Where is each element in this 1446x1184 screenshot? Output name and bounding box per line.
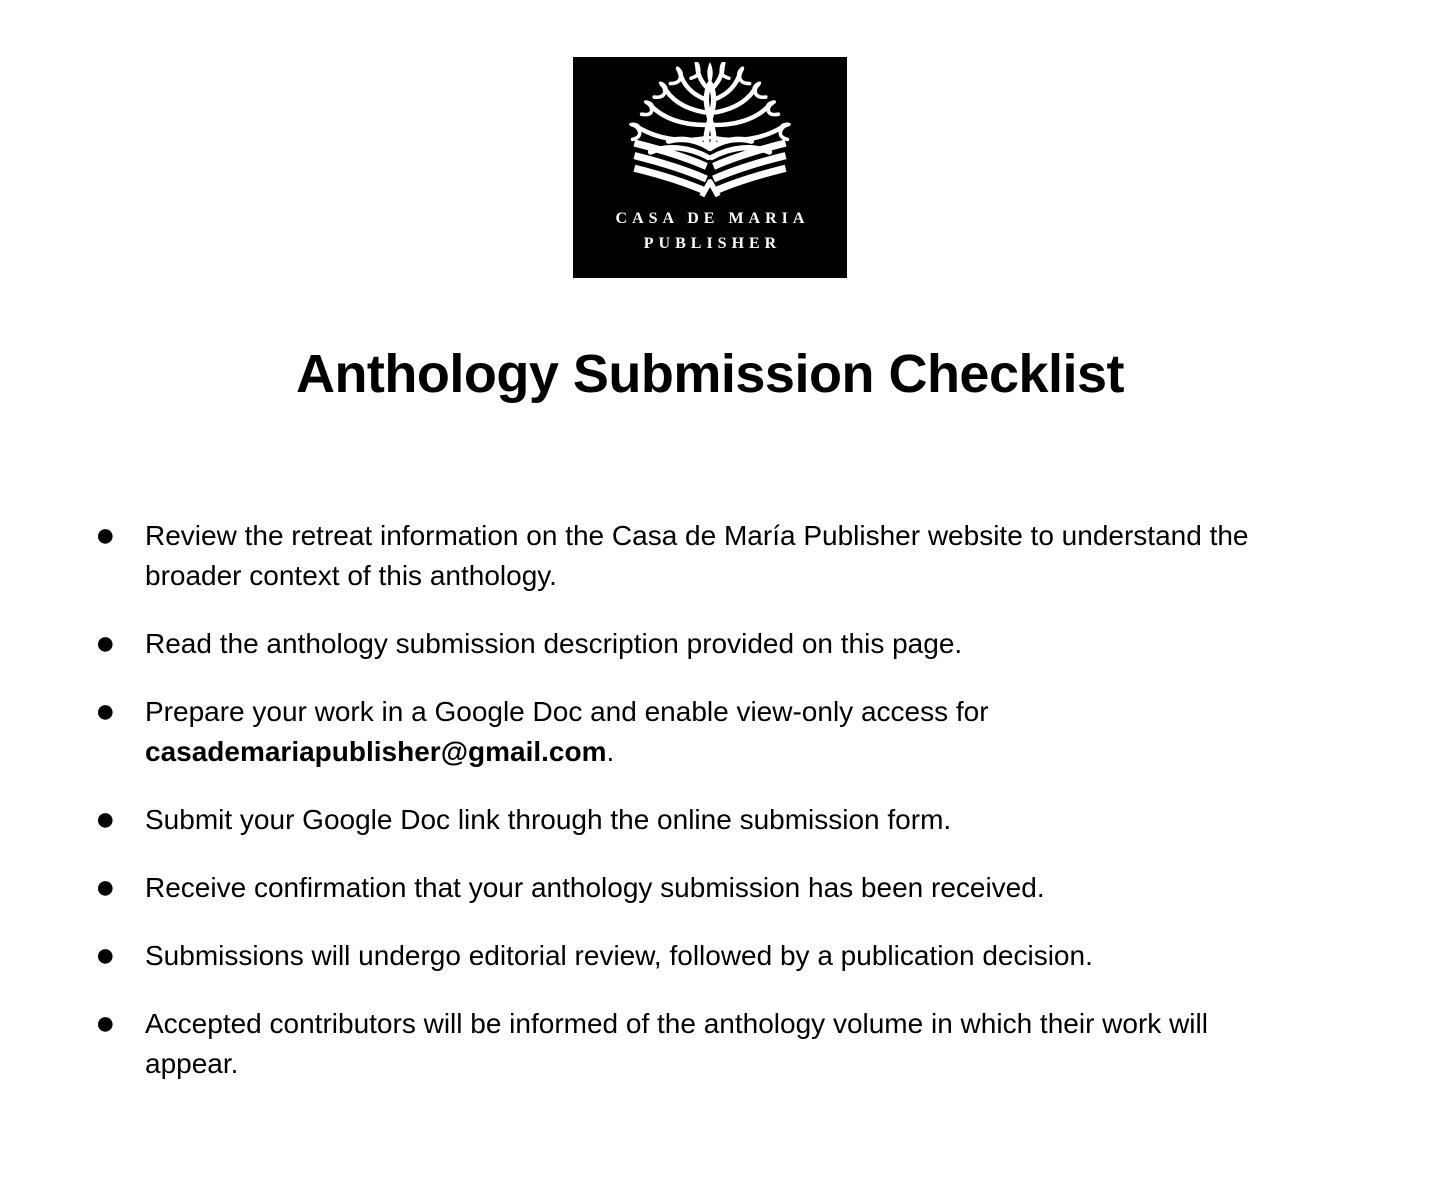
- bullet-icon: ●: [95, 868, 116, 906]
- list-item: [95, 624, 1420, 664]
- checklist-item-text: [145, 624, 1285, 664]
- text-segment: Submit your Google Doc link through the online submission form.: [145, 804, 952, 835]
- list-item: [95, 1004, 1420, 1084]
- text-segment: Read the anthology submission description provided on this page.: [145, 628, 963, 659]
- text-segment: Submissions will undergo editorial review, followed by a publication decision.: [145, 940, 1093, 971]
- page-title: Anthology Submission Checklist: [295, 344, 1125, 404]
- email-address: casademariapublisher@gmail.com: [145, 736, 607, 767]
- text-segment: Review the retreat information on the Casa de María Publisher website to understand the broader context of this anthology.: [145, 520, 1249, 591]
- text-segment: Accepted contributors will be informed of the anthology volume in which their work will appear.: [145, 1008, 1208, 1079]
- document-content: [0, 57, 1420, 1084]
- list-item: [95, 516, 1420, 596]
- checklist-item-text: [145, 800, 1285, 840]
- publisher-logo: [573, 57, 847, 278]
- text-segment: Prepare your work in a Google Doc and enable view-only access for: [145, 696, 989, 727]
- list-item: [95, 936, 1420, 976]
- bullet-icon: ●: [95, 1004, 116, 1042]
- checklist-item-text: [145, 692, 1285, 772]
- bullet-icon: ●: [95, 800, 116, 838]
- checklist-item-text: [145, 936, 1285, 976]
- list-item: [95, 868, 1420, 908]
- logo-brand-name: CASA DE MARIA: [615, 210, 810, 227]
- tree-over-open-book-icon: [607, 62, 813, 206]
- list-item: [95, 692, 1420, 772]
- logo-brand-subtitle: PUBLISHER: [643, 235, 782, 252]
- submission-checklist: [0, 516, 1420, 1084]
- text-segment: Receive confirmation that your anthology submission has been received.: [145, 872, 1045, 903]
- text-segment: .: [606, 736, 615, 767]
- list-item: [95, 800, 1420, 840]
- bullet-icon: ●: [95, 692, 116, 730]
- checklist-item-text: [145, 1004, 1285, 1084]
- bullet-icon: ●: [95, 516, 116, 554]
- bullet-icon: ●: [95, 624, 116, 662]
- bullet-icon: ●: [95, 936, 116, 974]
- checklist-item-text: [145, 516, 1285, 596]
- checklist-item-text: [145, 868, 1285, 908]
